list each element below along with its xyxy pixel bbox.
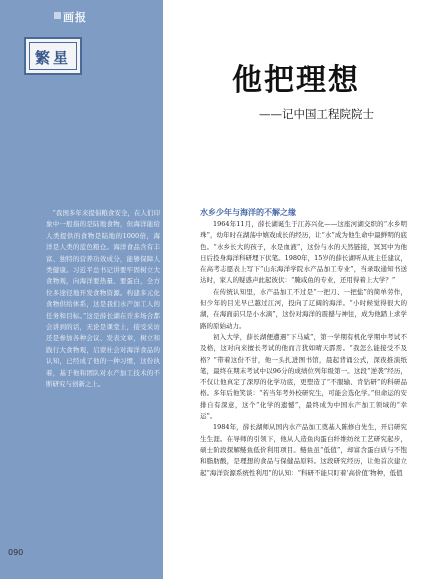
masthead-square-icon xyxy=(54,12,61,19)
article-title: 他把理想 xyxy=(232,63,360,98)
page-number: 090 xyxy=(8,548,24,557)
article-subtitle: ——记中国工程院院士 xyxy=(259,107,374,121)
pull-quote: “我国多年来提倡粮食安全，在人们印象中一般指的是陆地食物，但海洋能给人类提供的食物是陆地的1000倍，海洋是人类的蓝色粮仓。海洋食品含有丰富、独特的营养功效成分，能够保障人类健康。习近平总书记讲要牢固树立大食物观，向海洋要热量、要蛋白，全方位多途径地开发食物资源。构建多元化食物供给体系，这是我们水产加工人的任务和目标。”这是薛长湖在许多场合都会讲到的话，无论是课堂上，接受采访还是参加各种会议、发表文章，树立和践行大食物观，启蒙社会对海洋食品的认知，已经成了他的一种习惯，这份执着，基于他和团队对水产加工技术的不断研究与创新之上。 xyxy=(46,209,160,389)
body-paragraph: 1984年，薛长湖师从国内水产品加工奠基人陈修白先生，开启研究生生涯。在导师的引领下，他从人造鱼肉蛋白纤维纺丝工艺研究起步，硕士阶段探解鲢鱼低价利用项目。鲢鱼虽“低值”，却富含蛋白质与不饱和脂肪酸，是理想的食品与保健品原料。这段研究经历，让他首次建立起“海洋资源系统性利用”的认知：“科研不能只盯着‘高价值’物种，低值 xyxy=(200,423,407,477)
magazine-masthead xyxy=(54,10,114,22)
body-paragraph: 初入大学，薛长湖便遭遇“下马威”，第一学期有机化学期中考试不及格，这对向来擅长考试的他而言犹如晴天霹雳。“我怎么能接受不及格？”带着这份不甘，他一头扎进图书馆，晨起背诵公式，深夜推演纸笔，最终在期末考试中以96分的成绩位列年级第一。这段“逆袭”经历，不仅让他真定了深厚的化学功底，更塑造了“不服输、肯钻研”的科研品格。多年后他笑谈：“若当年考外校研究生，可能会选化学。”但命运的安排自有深意，这个“化学的遗憾”，最终成为中国水产加工领域的“幸运”。 xyxy=(200,332,407,421)
seal-text: 繁星 xyxy=(34,49,71,67)
left-column-panel xyxy=(0,0,163,579)
body-paragraph: 在传统认知里，水产品加工不过是“一把刀、一把盐”的简单劳作，但少年的目光早已越过江河，投向了辽阔的海洋。“小时候觉得很大的湖，在海面前只是小水滴”，这份对海洋的震撼与神往，成为他踏上求学路的原始动力。 xyxy=(200,287,407,330)
column-seal xyxy=(24,37,82,75)
masthead-title: 画报 xyxy=(63,11,87,24)
section-heading: 水乡少年与海洋的不解之缘 xyxy=(200,207,296,217)
body-paragraph: 1964年11月，薛长湖诞生于江苏兴化——这座河湖交织的“水乡明珠”，幼年时在湖荡中嬉戏成长的经历，让“水”成为他生命中最鲜明的底色。“水乡长大的孩子，水是血液”，这份与水的天然链接，冥冥中为他日后投身海洋科研埋下伏笔。1980年，15岁的薛长湖听从班主任建议，在高考志愿表上写下“山东海洋学院水产品加工专业”，当录取通知书送达时，家人的疑惑声此起彼伏：“腌咸鱼的专业，还用得着上大学？” xyxy=(200,220,407,285)
article-body xyxy=(200,219,407,479)
